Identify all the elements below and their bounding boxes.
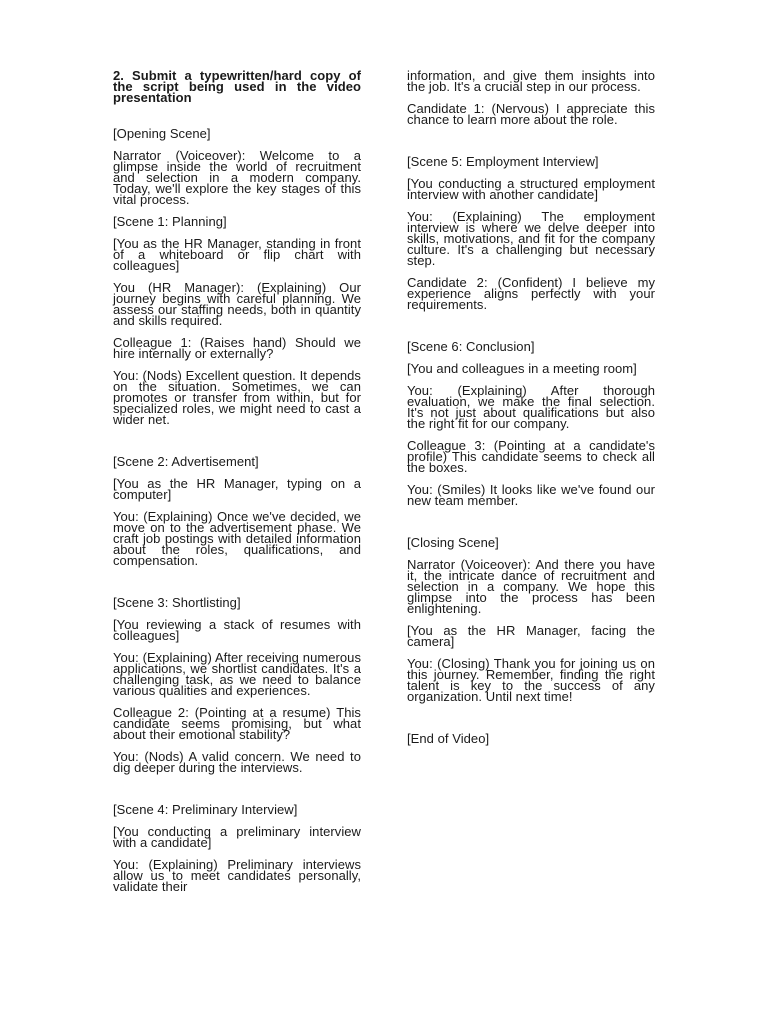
script-paragraph: You: (Explaining) After receiving numerous applications, we shortlist candidates. It's a challenging task, as we need to balance various qualities and experiences. [113, 650, 361, 698]
script-paragraph: You: (Closing) Thank you for joining us on this journey. Remember, finding the right talent is key to the success of any organization. Until next time! [407, 656, 655, 704]
script-paragraph: Colleague 1: (Raises hand) Should we hire internally or externally? [113, 335, 361, 361]
stage-direction: [You as the HR Manager, typing on a computer] [113, 476, 361, 502]
script-paragraph: You: (Explaining) After thorough evaluation, we make the final selection. It's not just about qualifications but also the right fit for our company. [407, 383, 655, 431]
script-paragraph: Narrator (Voiceover): And there you have it, the intricate dance of recruitment and selection in a company. We hope this glimpse into the process has been enlightening. [407, 557, 655, 616]
script-paragraph: You: (Explaining) The employment interview is where we delve deeper into skills, motivations, and fit for the company culture. It's a challenging but necessary step. [407, 209, 655, 268]
scene-heading-employment-interview: [Scene 5: Employment Interview] [407, 154, 599, 169]
scene-heading-advertisement: [Scene 2: Advertisement] [113, 454, 259, 469]
scene-heading-shortlisting: [Scene 3: Shortlisting] [113, 595, 241, 610]
script-paragraph: information, and give them insights into the job. It's a crucial step in our process. [407, 68, 655, 94]
end-of-video-marker: [End of Video] [407, 731, 490, 746]
script-paragraph: You: (Smiles) It looks like we've found our new team member. [407, 482, 655, 508]
script-paragraph: You: (Nods) Excellent question. It depends on the situation. Sometimes, we can promotes or transfer from within, but for specialized roles, we might need to cast a wider net. [113, 368, 361, 427]
script-paragraph: Candidate 1: (Nervous) I appreciate this chance to learn more about the role. [407, 101, 655, 127]
script-paragraph: You (HR Manager): (Explaining) Our journey begins with careful planning. We assess our staffing needs, both in quantity and skills required. [113, 280, 361, 328]
scene-heading-planning: [Scene 1: Planning] [113, 214, 227, 229]
script-paragraph: You: (Explaining) Preliminary interviews allow us to meet candidates personally, validate their [113, 857, 361, 894]
script-paragraph: Candidate 2: (Confident) I believe my experience aligns perfectly with your requirements. [407, 275, 655, 312]
scene-heading-opening: [Opening Scene] [113, 126, 211, 141]
stage-direction: [You and colleagues in a meeting room] [407, 361, 637, 376]
assignment-heading: 2. Submit a typewritten/hard copy of the script being used in the video presentation [113, 68, 361, 105]
right-column [407, 70, 655, 755]
scene-heading-closing: [Closing Scene] [407, 535, 499, 550]
scene-heading-conclusion: [Scene 6: Conclusion] [407, 339, 535, 354]
script-paragraph: Colleague 3: (Pointing at a candidate's profile) This candidate seems to check all the boxes. [407, 438, 655, 475]
stage-direction: [You conducting a preliminary interview with a candidate] [113, 824, 361, 850]
script-paragraph: Narrator (Voiceover): Welcome to a glimpse inside the world of recruitment and selection in a modern company. Today, we'll explore the key stages of this vital process. [113, 148, 361, 207]
left-column [113, 70, 361, 903]
script-paragraph: You: (Explaining) Once we've decided, we move on to the advertisement phase. We craft job postings with detailed information about the roles, qualifications, and compensation. [113, 509, 361, 568]
stage-direction: [You as the HR Manager, facing the camera] [407, 623, 655, 649]
script-paragraph: You: (Nods) A valid concern. We need to dig deeper during the interviews. [113, 749, 361, 775]
stage-direction: [You conducting a structured employment interview with another candidate] [407, 176, 655, 202]
scene-heading-preliminary-interview: [Scene 4: Preliminary Interview] [113, 802, 298, 817]
stage-direction: [You as the HR Manager, standing in front of a whiteboard or flip chart with colleagues] [113, 236, 361, 273]
script-paragraph: Colleague 2: (Pointing at a resume) This candidate seems promising, but what about their emotional stability? [113, 705, 361, 742]
stage-direction: [You reviewing a stack of resumes with colleagues] [113, 617, 361, 643]
